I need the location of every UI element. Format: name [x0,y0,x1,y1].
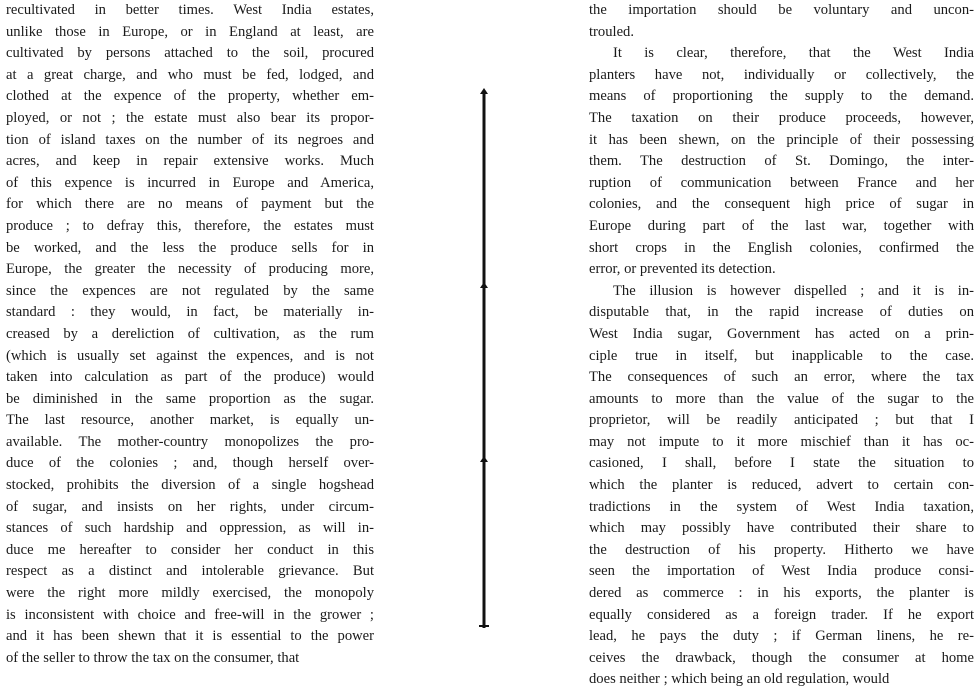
text-line: casioned, I shall, before I state the situation to [589,455,974,472]
text-line: The taxation on their produce proceeds, however, [589,109,974,126]
text-line: clothed at the expence of the property, whether em- [6,88,374,105]
text-line: of this expence is incurred in Europe and America, [6,174,374,191]
left-page [6,0,374,669]
text-line: cultivated by persons attached to the soil, procured [6,45,374,62]
text-line: since the expences are not regulated by the same [6,282,374,299]
text-line: does neither ; which being an old regulation, would [589,671,890,688]
text-line: were the right more mildly exercised, the monopoly [6,585,374,602]
text-line: available. The mother-country monopolizes the pro- [6,433,374,450]
text-line: (which is usually set against the expences, and is not [6,347,374,364]
text-line: Europe, the greater the necessity of producing more, [6,261,374,278]
text-line: produce ; to defray this, therefore, the estates must [6,217,374,234]
text-line: dered as commerce : in his exports, the planter is [589,585,974,602]
text-line: ceives the drawback, though the consumer at home [589,649,974,666]
text-line: taken into calculation as part of the produce) would [6,369,374,386]
text-line: recultivated in better times. West India estates, [6,2,374,18]
text-line: The consequences of such an error, where the tax [589,369,974,386]
text-line: Europe during part of the last war, together with [589,217,974,234]
text-line: be worked, and the less the produce sells for in [6,239,374,256]
text-line: of the seller to throw the tax on the consumer, that [6,649,300,666]
text-line: stocked, prohibits the diversion of a single hogshead [6,477,374,494]
text-line: which the planter is reduced, advert to certain con- [589,477,974,494]
text-line: trouled. [589,23,634,40]
text-line: unlike those in Europe, or in England at least, are [6,23,374,40]
text-line: lead, he pays the duty ; if German linens, he re- [589,628,974,645]
text-line: disputable that, in the rapid increase of duties on [589,304,974,321]
text-line: seen the importation of West India produce consi- [589,563,974,580]
text-line: ployed, or not ; the estate must also bear its propor- [6,109,374,126]
text-line: ciple true in itself, but inapplicable to the case. [589,347,974,364]
text-line: West India sugar, Government has acted on a prin- [589,325,974,342]
text-line: and it has been shewn that it is essential to the power [6,628,374,645]
text-line: It is clear, therefore, that the West India [613,45,974,62]
text-line: standard : they would, in fact, be materially in- [6,304,374,321]
text-line: duce of the colonies ; and, though herself over- [6,455,374,472]
text-line: at a great charge, and who must be fed, lodged, and [6,66,374,83]
text-line: stances of such hardship and oppression, as will in- [6,520,374,537]
binding-stitch-icon [476,88,496,633]
text-line: equally considered as a foreign trader. If he export [589,606,974,623]
text-line: colonies, and the consequent high price of sugar in [589,196,974,213]
text-line: short crops in the English colonies, confirmed the [589,239,974,256]
text-line: which may possibly have contributed their share to [589,520,974,537]
text-line: The illusion is however dispelled ; and it is in- [613,282,974,299]
text-line: tion of island taxes on the number of its negroes and [6,131,374,148]
text-line: amounts to more than the value of the sugar to the [589,390,974,407]
book-gutter-line [476,88,496,633]
text-line: be diminished in the same proportion as the sugar. [6,390,374,407]
text-line: the destruction of his property. Hitherto we have [589,541,974,558]
text-line: duce me hereafter to consider her conduct in this [6,541,374,558]
text-line: for which there are no means of payment but the [6,196,374,213]
text-line: may not impute to it more mischief than it has oc- [589,433,974,450]
text-line: them. The destruction of St. Domingo, the inter- [589,153,974,170]
text-line: it has been shewn, on the principle of their possessing [589,131,974,148]
right-page [589,0,974,691]
text-line: acres, and keep in repair extensive works. Much [6,153,374,170]
text-line: proprietor, will be readily anticipated ; but that I [589,412,974,429]
text-line: The last resource, another market, is equally un- [6,412,374,429]
text-line: is inconsistent with choice and free-will in the grower ; [6,606,374,623]
text-line: error, or prevented its detection. [589,261,776,278]
text-line: respect as a distinct and intolerable grievance. But [6,563,374,580]
text-line: means of proportioning the supply to the demand. [589,88,974,105]
text-line: tradictions in the system of West India taxation, [589,498,974,515]
text-line: of sugar, and insists on her rights, under circum- [6,498,374,515]
text-line: creased by a dereliction of cultivation, as the rum [6,325,374,342]
text-line: planters have not, individually or collectively, the [589,66,974,83]
text-line: ruption of communication between France and her [589,174,974,191]
text-line: the importation should be voluntary and uncon- [589,2,974,18]
